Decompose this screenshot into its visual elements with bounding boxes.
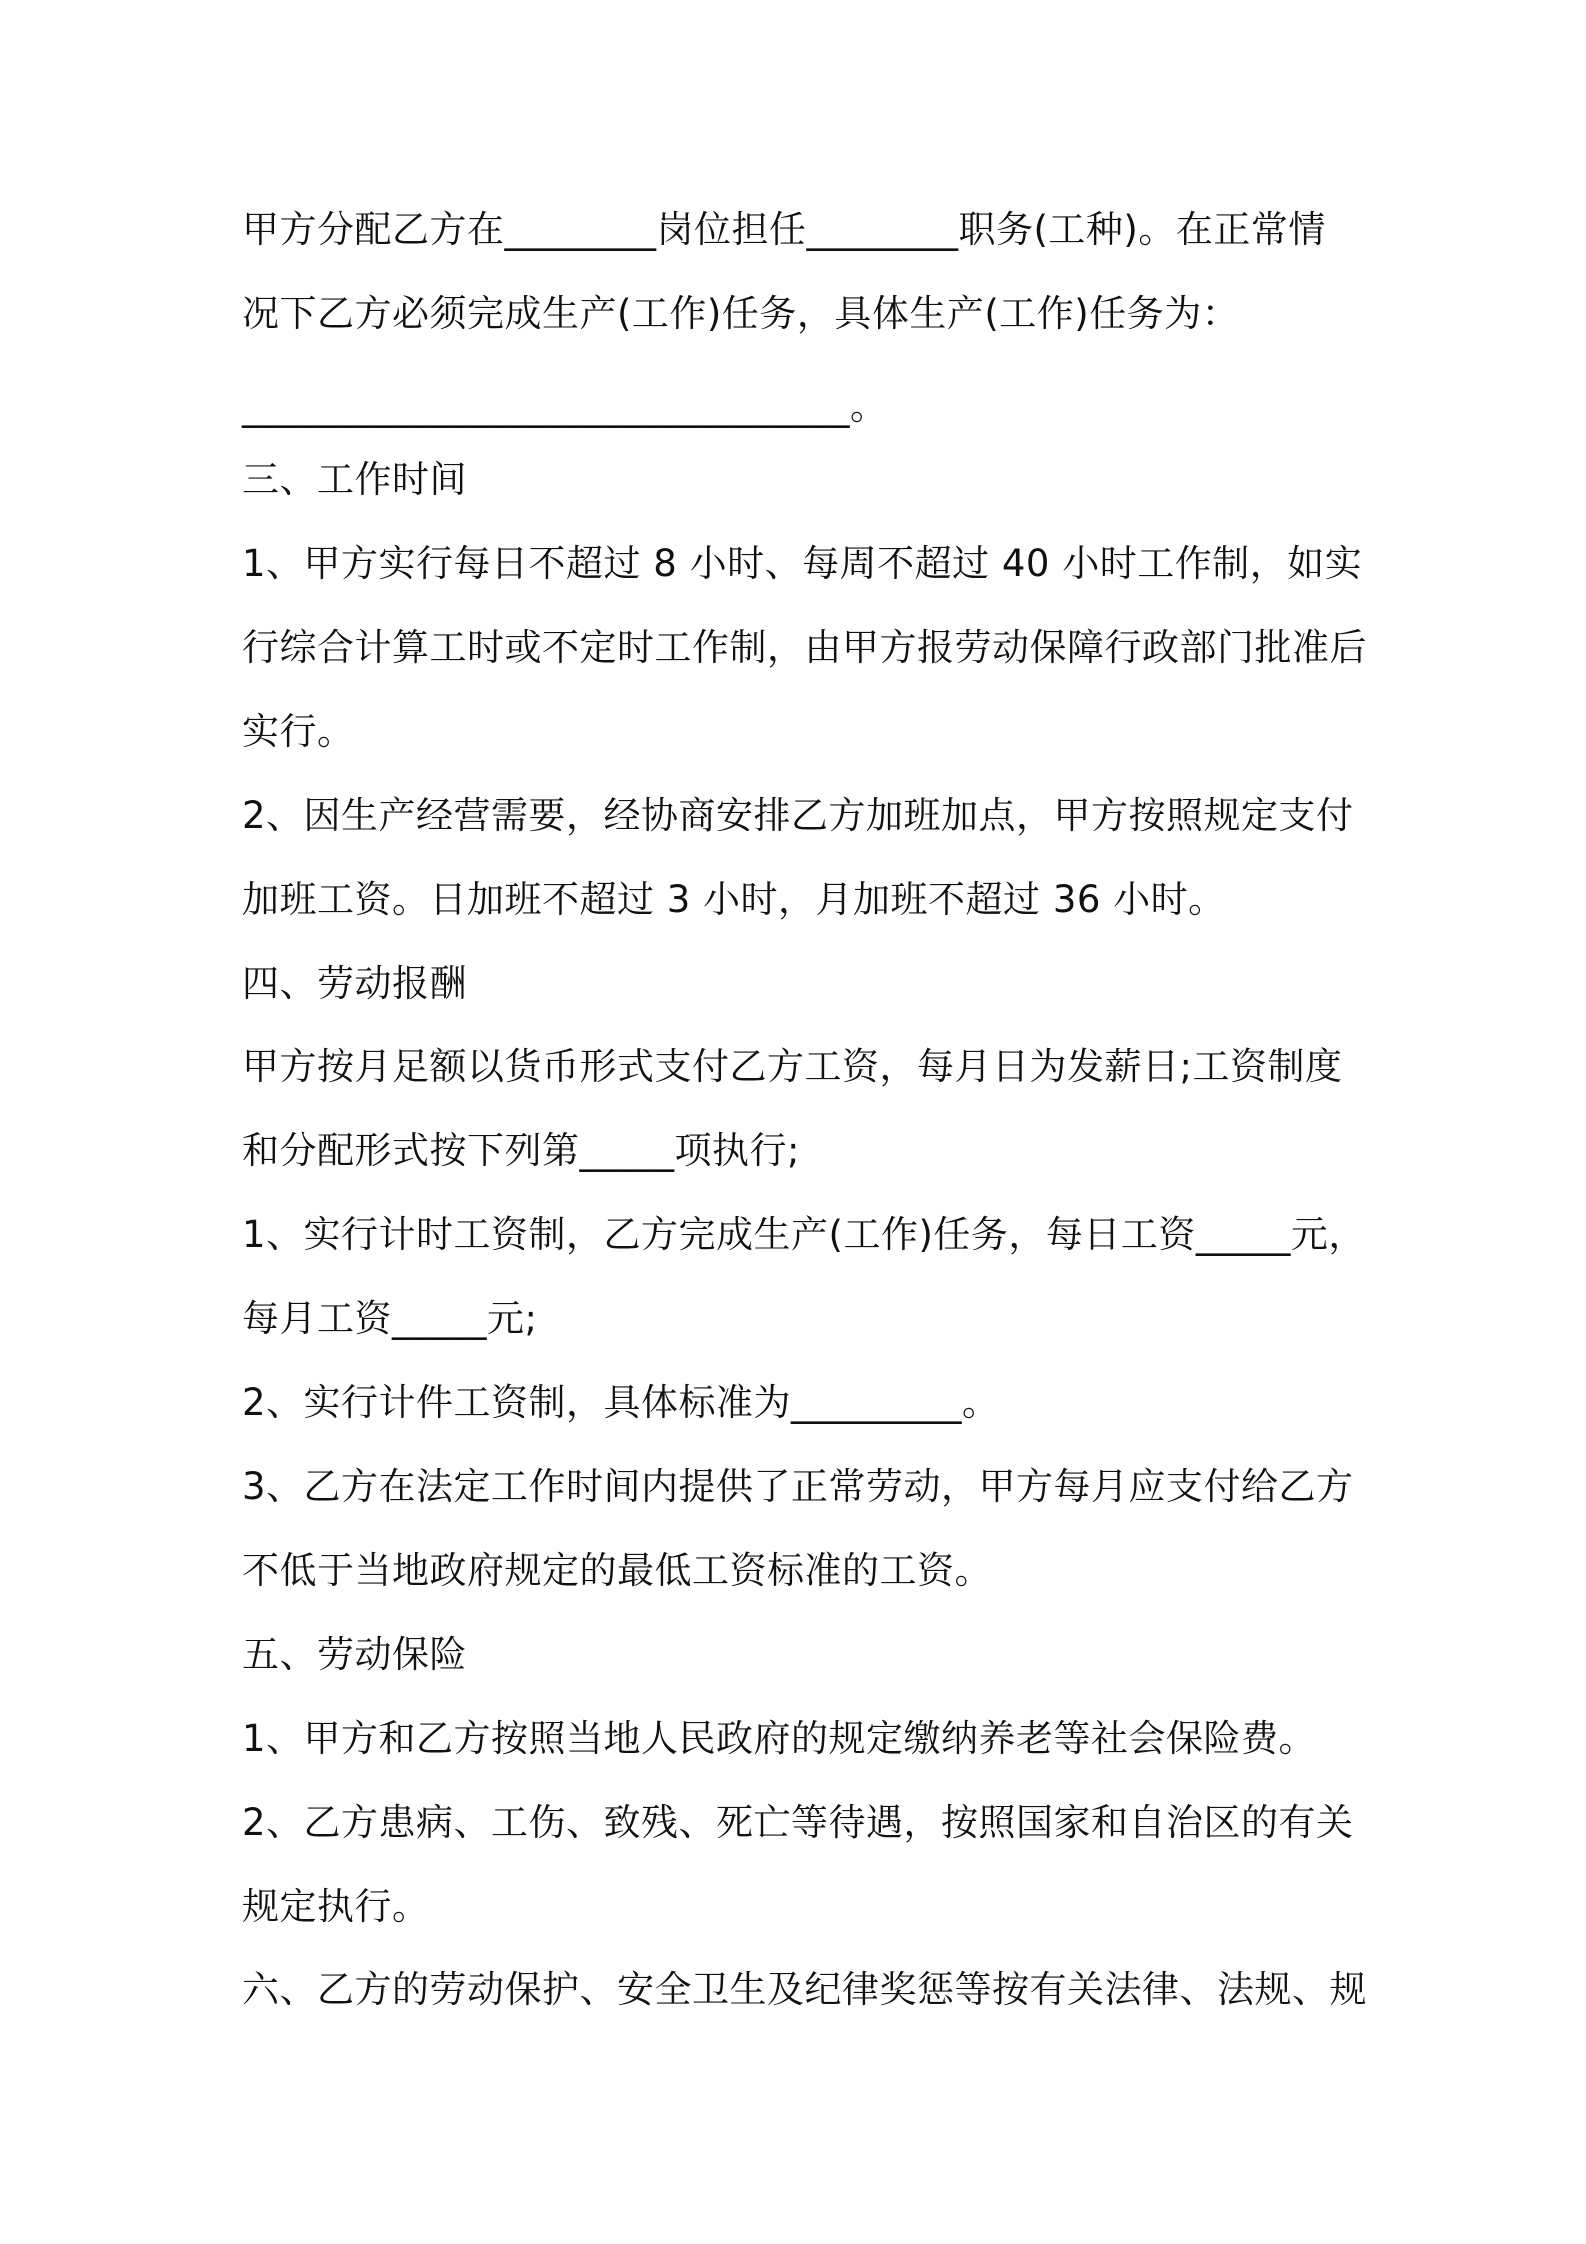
text-line-12: 和分配形式按下列第_____项执行; [242, 1129, 800, 1172]
section-heading-insurance: 五、劳动保险 [242, 1633, 467, 1676]
text-line-14: 每月工资_____元; [242, 1297, 538, 1340]
text-line-7: 实行。 [242, 710, 355, 753]
section-heading-remuneration: 四、劳动报酬 [242, 962, 467, 1005]
text-line-8: 2、因生产经营需要，经协商安排乙方加班加点，甲方按照规定支付 [242, 794, 1354, 837]
text-line-20: 2、乙方患病、工伤、致残、死亡等待遇，按照国家和自治区的有关 [242, 1801, 1354, 1844]
text-line-13: 1、实行计时工资制，乙方完成生产(工作)任务，每日工资_____元， [242, 1213, 1366, 1256]
text-line-22: 六、乙方的劳动保护、安全卫生及纪律奖惩等按有关法律、法规、规 [242, 1968, 1367, 2011]
text-line-15: 2、实行计件工资制，具体标准为_________。 [242, 1381, 1000, 1424]
section-heading-work-time: 三、工作时间 [242, 458, 467, 501]
text-line-11: 甲方按月足额以货币形式支付乙方工资，每月日为发薪日;工资制度 [242, 1045, 1343, 1088]
text-line-9: 加班工资。日加班不超过 3 小时，月加班不超过 36 小时。 [242, 878, 1226, 921]
text-line-16: 3、乙方在法定工作时间内提供了正常劳动，甲方每月应支付给乙方 [242, 1465, 1354, 1508]
text-line-6: 行综合计算工时或不定时工作制，由甲方报劳动保障行政部门批准后 [242, 626, 1367, 669]
text-line-2: 况下乙方必须完成生产(工作)任务，具体生产(工作)任务为： [242, 292, 1240, 335]
text-line-3: ________________________________。 [242, 385, 888, 428]
text-line-17: 不低于当地政府规定的最低工资标准的工资。 [242, 1549, 992, 1592]
text-line-21: 规定执行。 [242, 1885, 430, 1928]
text-line-19: 1、甲方和乙方按照当地人民政府的规定缴纳养老等社会保险费。 [242, 1717, 1317, 1760]
text-line-5: 1、甲方实行每日不超过 8 小时、每周不超过 40 小时工作制，如实 [242, 542, 1363, 585]
text-line-1: 甲方分配乙方在________岗位担任________职务(工种)。在正常情 [242, 208, 1326, 251]
